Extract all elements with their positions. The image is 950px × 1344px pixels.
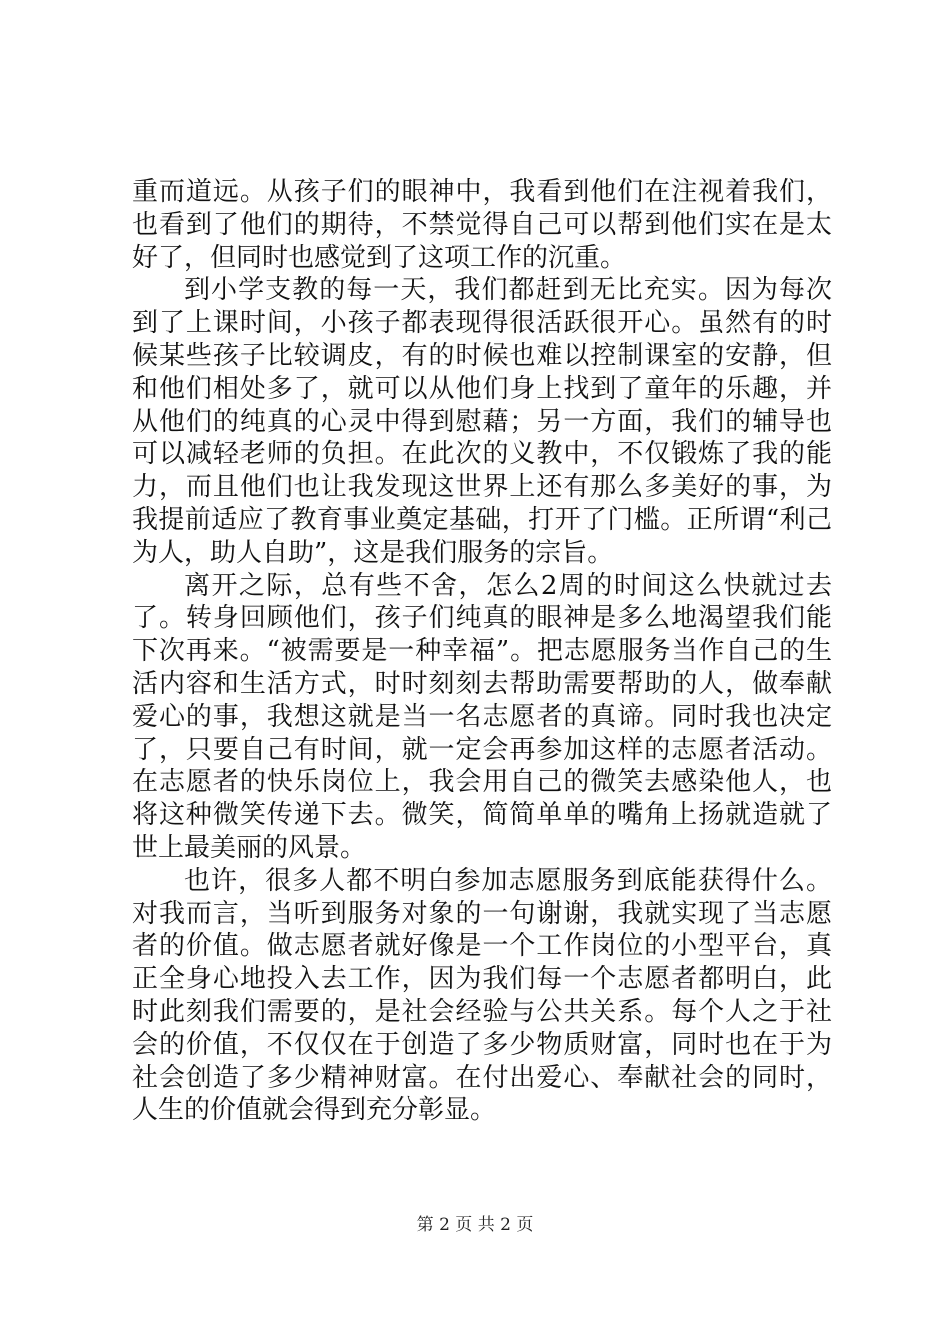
paragraph-value: 也许，很多人都不明白参加志愿服务到底能获得什么。对我而言，当听到服务对象的一句谢谢，我就实现了当志愿者的价值。做志愿者就好像是一个工作岗位的小型平台，真正全身心地投入去工作，因为我们每一个志愿者都明白，此时此刻我们需要的，是社会经验与公共关系。每个人之于社会的价值，不仅仅在于创造了多少物质财富，同时也在于为社会创造了多少精神财富。在付出爱心、奉献社会的同时，人生的价值就会得到充分彰显。 [132,865,832,1126]
body-text [132,176,832,1127]
paragraph-leaving: 离开之际，总有些不舍，怎么2周的时间这么快就过去了。转身回顾他们，孩子们纯真的眼神是多么地渴望我们能下次再来。“被需要是一种幸福”。把志愿服务当作自己的生活内容和生活方式，时时刻刻去帮助需要帮助的人，做奉献爱心的事，我想这就是当一名志愿者的真谛。同时我也决定了，只要自己有时间，就一定会再参加这样的志愿者活动。在志愿者的快乐岗位上，我会用自己的微笑去感染他人，也将这种微笑传递下去。微笑，简简单单的嘴角上扬就造就了世上最美丽的风景。 [132,570,832,863]
paragraph-teaching: 到小学支教的每一天，我们都赶到无比充实。因为每次到了上课时间，小孩子都表现得很活跃很开心。虽然有的时候某些孩子比较调皮，有的时候也难以控制课室的安静，但和他们相处多了，就可以从他们身上找到了童年的乐趣，并从他们的纯真的心灵中得到慰藉；另一方面，我们的辅导也可以减轻老师的负担。在此次的义教中，不仅锻炼了我的能力，而且他们也让我发现这世界上还有那么多美好的事，为我提前适应了教育事业奠定基础，打开了门槛。正所谓“利己为人，助人自助”，这是我们服务的宗旨。 [132,275,832,568]
page-footer: 第 2 页 共 2 页 [416,1215,534,1235]
paragraph-continued: 重而道远。从孩子们的眼神中，我看到他们在注视着我们，也看到了他们的期待，不禁觉得自己可以帮到他们实在是太好了，但同时也感觉到了这项工作的沉重。 [132,177,832,273]
